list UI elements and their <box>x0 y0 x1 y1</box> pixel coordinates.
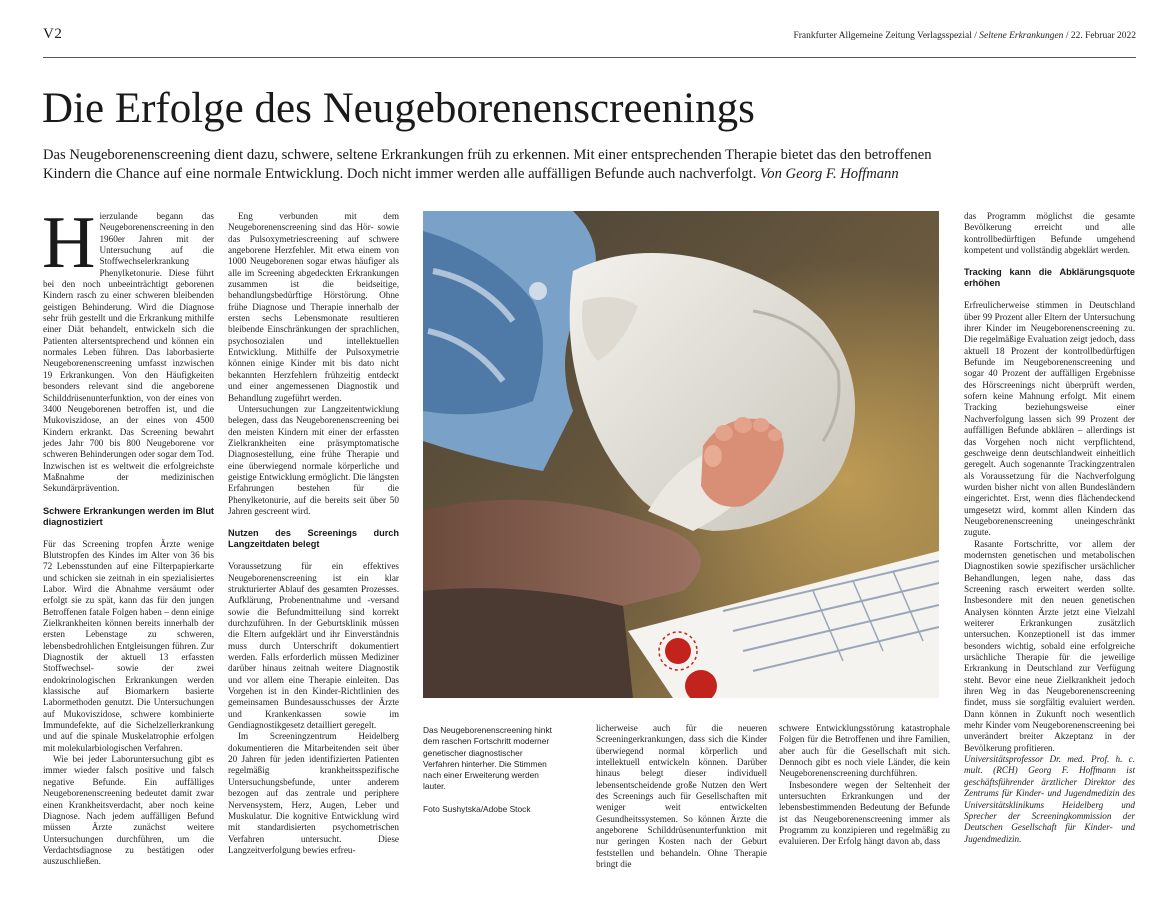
paragraph: Für das Screening tropfen Ärzte wenige Blutstropfen des Kindes im Alter von 36 bis 72 Lebensstunden auf eine Filterpapierkarte und schicken sie zeitnah in ein spezialisiertes Labor. Wird die Abnahme versäumt oder erfolgt sie zu spät, kann das für den jungen Betroffenen fatale Folgen haben – denn einige Zielkrankheiten können bereits innerhalb der ersten Lebenstage zu schweren, lebensbedrohlichen Entgleisungen führen. Zur Diagnostik der aktuell 13 erfassten Stoffwechsel- sowie der zwei endokrinologischen Erkrankungen werden klassische auf Biomarkern basierte Labormethoden genutzt. Die Untersuchungen auf Mukoviszidose, schwere kombinierte Immundefekte, auf die Sichelzellerkrankung und auf die spinale Muskelatrophie erfolgen mit molekularbiologischen Verfahren. <box>43 538 214 753</box>
paragraph: schwere Entwicklungsstörung katastrophale Folgen für die Betroffenen und ihre Familien, aber auch für die Gesellschaft mit sich. Dennoch gibt es noch viele Länder, die kein Neugeborenenscreening durchführen. <box>779 723 950 779</box>
section-name: Seltene Erkrankungen <box>979 31 1064 41</box>
article-photo <box>423 211 939 698</box>
subheading: Tracking kann die Abklärungsquote erhöhen <box>964 267 1135 289</box>
paragraph: Eng verbunden mit dem Neugeborenenscreening sind das Hör- sowie das Pulsoxymetriescreening auf schwere angeborene Herzfehler. Mit etwa einem von 1000 Neugeborenen sogar etwas häufiger als alle im Screening abgedeckten Erkrankungen zusammen ist die beidseitige, behandlungsbedürftige Hörstörung. Ohne frühe Diagnose und Therapie innerhalb der ersten sechs Lebensmonate resultieren bleibende Einschränkungen der sprachlichen, psychosozialen und intellektuellen Entwicklung. Mithilfe der Pulsoxymetrie können einige Kinder mit bis dato nicht bekannten Herzfehlern frühzeitig entdeckt und einer angemessenen Diagnostik und Behandlung zugeführt werden. <box>228 211 399 403</box>
photo-credit: Foto Sushytska/Adobe Stock <box>423 803 531 814</box>
paragraph: licherweise auch für die neueren Screeningerkrankungen, dass sich die Kinder überwiegend normal körperlich und intellektuell entwickeln können. Darüber hinaus belegt dieser individuell lebensentscheidende große Nutzen den Wert des Screenings auch für Gesellschaften mit weniger weit entwickelten Gesundheitssystemen. So können Ärzte die angeborene Schilddrüsenunterfunktion mit nur geringen Kosten nach der Geburt feststellen und behandeln. Ohne Therapie bringt die <box>596 723 767 870</box>
author-bio: Universitätsprofessor Dr. med. Prof. h. c. mult. (RCH) Georg F. Hoffmann ist geschäftsführender ärztlicher Direktor des Zentrums für Kinder- und Jugendmedizin des Universitätsklinikums Heidelberg und Sprecher der Screeningkommission der Deutschen Gesellschaft für Kinder- und Jugendmedizin. <box>964 754 1135 844</box>
headline: Die Erfolge des Neugeborenenscreenings <box>42 85 755 132</box>
paragraph <box>42 202 214 495</box>
caption-text: Das Neugeborenenscreening hinkt dem raschen Fortschritt moderner genetischer diagnostischer Verfahren hinterher. Die Stimmen nach einer Erweiterung werden lauter. <box>423 725 552 792</box>
column-2 <box>228 211 399 856</box>
paragraph: Untersuchungen zur Langzeitentwicklung belegen, dass das Neugeborenenscreening bei den meisten Kindern mit einer der erfassten Zielkrankheiten eine präsymptomatische Diagnosestellung, eine frühe Therapie und eine überwiegend normale körperliche und geistige Entwicklung ermöglicht. Die längsten Erfahrungen bestehen für die Phenylketonurie, auf die bereits seit über 50 Jahren gescreent wird. <box>228 403 399 516</box>
byline: Von Georg F. Hoffmann <box>760 166 899 182</box>
running-header <box>793 31 1136 41</box>
paragraph: Wie bei jeder Laboruntersuchung gibt es immer wieder falsch positive und falsch negative Befunde. Ein auffälliges Neugeborenenscreening bedeutet damit zwar einen Krankheitsverdacht, aber noch keine Diagnose. Nach jedem auffälligen Befund müssen Ärzte zunächst weitere Untersuchungen durchführen, um die Verdachtsdiagnose zu bestätigen oder auszuschließen. <box>43 754 214 867</box>
publication-name: Frankfurter Allgemeine Zeitung Verlagsspezial <box>793 31 972 41</box>
page-number: V2 <box>43 26 63 42</box>
header-separator-2: / <box>1065 31 1069 41</box>
header-separator: / <box>974 31 977 41</box>
header-rule <box>43 57 1136 58</box>
drop-cap: H <box>42 202 96 284</box>
column-3 <box>596 723 767 870</box>
photo-caption <box>423 725 558 815</box>
subheading: Nutzen des Screenings durch Langzeitdaten belegt <box>228 528 399 550</box>
subheading: Schwere Erkrankungen werden im Blut diagnostiziert <box>43 505 214 527</box>
paragraph: das Programm möglichst die gesamte Bevölkerung erreicht und alle kontrollbedürftigen Befunde umgehend kompetent und vollständig abgeklärt werden. <box>964 211 1135 256</box>
gloved-hand-holding-newborn-foot-photo <box>423 211 939 698</box>
paragraph-text: ierzulande begann das Neugeborenenscreening in den 1960er Jahren mit der Untersuchung auf die Stoffwechselerkrankung Phenylketonurie. Diese führt bei den noch unbeeinträchtigt geborenen Kindern rasch zu einer schweren bleibenden geistigen Behinderung. Wird die Diagnose sehr früh gestellt und die Erkrankung mithilfe einer Diät behandelt, entwickeln sich die Patienten altersentsprechend und können ein normales Leben führen. Das laborbasierte Neugeborenenscreening umfasst inzwischen 19 Erkrankungen. Von den Häufigkeiten besonders relevant sind die angeborene Schilddrüsenunterfunktion, von der eines von 3400 Neugeborenen betroffen ist, und die Mukoviszidose, an der eines von 4500 Kindern erkrankt. Das Screening bewahrt jedes Jahr 700 bis 800 Neugeborene vor schweren Behinderungen oder sogar dem Tod. Inzwischen ist es weltweit die erfolgreichste Maßnahme der medizinischen Sekundärprävention. <box>43 211 214 494</box>
deck <box>43 146 943 184</box>
paragraph: Im Screeningzentrum Heidelberg dokumentieren die Mitarbeitenden seit über 20 Jahren für jeden identifizierten Patienten regelmäßig krankheitsspezifische Untersuchungsbefunde, unter anderem bezogen auf das zentrale und periphere Nervensystem, Herz, Augen, Leber und Muskulatur. Die kognitive Entwicklung wird mit standardisierten psychometrischen Verfahren untersucht. Diese Langzeitverfolgung bewies erfreu- <box>228 731 399 855</box>
paragraph: Insbesondere wegen der Seltenheit der untersuchten Erkrankungen und der lebensbestimmenden Bedeutung der Befunde ist das Neugeborenenscreening immer als Programm zu konzipieren und regelmäßig zu evaluieren. Der Erfolg hängt davon ab, dass <box>779 779 950 847</box>
column-1 <box>42 202 214 868</box>
paragraph: Voraussetzung für ein effektives Neugeborenenscreening ist ein klar strukturierter Ablauf des gesamten Prozesses. Aufklärung, Probenentnahme und -versand sowie die Befundmitteilung sind korrekt durchzuführen. In der Geburtsklinik müssen die Eltern aufgeklärt und ihr Einverständnis muss durch Unterschrift dokumentiert werden. Falls erforderlich müssen Mediziner darüber hinaus zeitnah weitere Diagnostik und vor allem eine Therapie einleiten. Das Vorgehen ist in den Kinder-Richtlinien des gemeinsamen Bundesausschusses der Ärzte und Krankenkassen sowie im Gendiagnostikgesetz detailliert geregelt. <box>228 561 399 731</box>
column-5 <box>964 211 1135 845</box>
paragraph: Rasante Fortschritte, vor allem der modernsten genetischen und metabolischen Diagnostiken sowie spezifischer ursächlicher Behandlungen, legen nahe, dass das Screening rasch erweitert werden sollte. Insbesondere mit den neuen genetischen Analysen könnten Ärzte jetzt eine Vielzahl weiterer Erkrankungen zusätzlich untersuchen. Konzeptionell ist das immer besonders wichtig, sobald eine erfolgreiche ursächliche Therapie für die jeweilige Erkrankung in Deutschland zur Verfügung steht. Bevor eine neue Zielkrankheit jedoch ihren Weg in das Neugeborenenscreening findet, muss sie sorgfältig evaluiert werden. Dann können in Zukunft noch wesentlich mehr Kinder vom Neugeborenenscreening bei unverändert breiter Akzeptanz in der Bevölkerung profitieren. <box>964 538 1135 753</box>
column-4 <box>779 723 950 848</box>
issue-date: 22. Februar 2022 <box>1070 31 1136 41</box>
deck-text: Das Neugeborenenscreening dient dazu, schwere, seltene Erkrankungen früh zu erkennen. Mit einer entsprechenden Therapie bietet das den betroffenen Kindern die Chance auf eine normale Entwicklung. Doch nicht immer werden alle auffälligen Befunde auch nachverfolgt. <box>43 147 932 182</box>
paragraph: Erfreulicherweise stimmen in Deutschland über 99 Prozent aller Eltern der Untersuchung ihrer Kinder im Neugeborenenscreening zu. Die regelmäßige Evaluation zeigt jedoch, dass aktuell 18 Prozent der kontrollbedürftigen Befunde im Neugeborenenscreening und sogar 40 Prozent der auffälligen Ergebnisse des Hörscreenings nicht überprüft werden, sofern keine Mahnung erfolgt. Mit einem Tracking beziehungsweise einer Nachverfolgung lassen sich 99 Prozent der auffälligen Befunde abklären – allerdings ist das Vorgehen noch nicht verpflichtend, geschweige denn deutschlandweit einheitlich geregelt. Auch sogenannte Trackingzentralen als Voraussetzung für die Nachverfolgung wurden bisher nicht von allen Bundesländern eingerichtet. Erst, wenn dies flächendeckend umgesetzt wird, kommt allen Kindern das Neugeborenenscreening uneingeschränkt zugute. <box>964 300 1135 538</box>
